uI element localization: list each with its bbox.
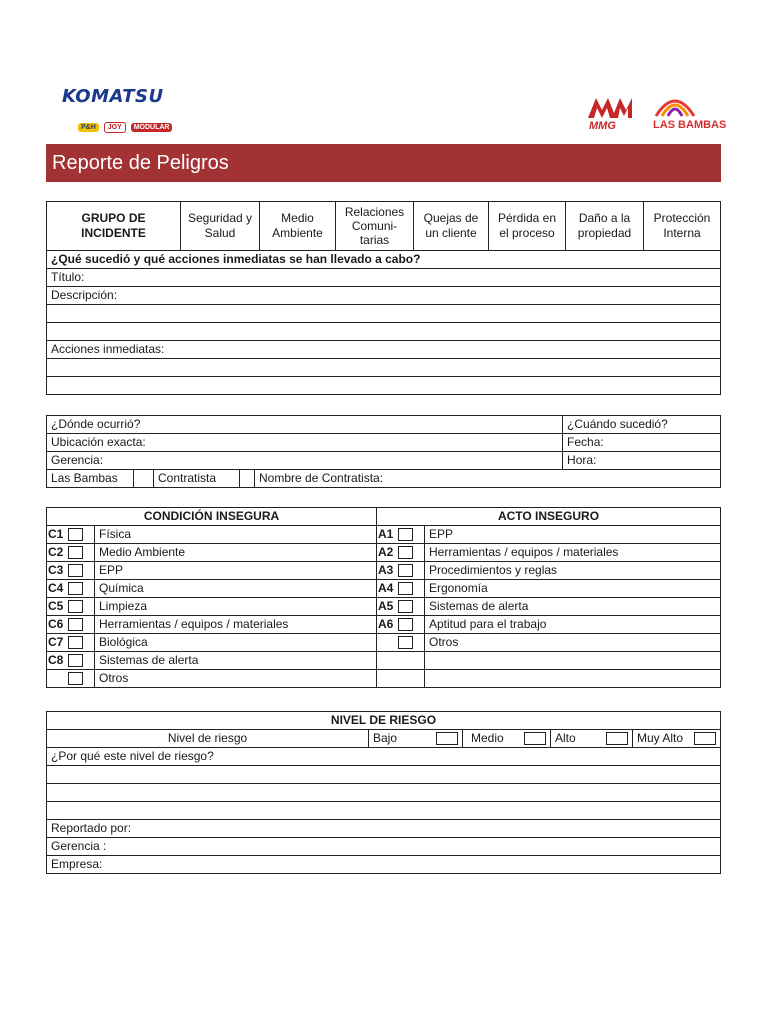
acciones-field[interactable]: Acciones inmediatas: [47, 341, 721, 359]
cond-code-cell [47, 670, 95, 688]
descripcion-line-2[interactable] [47, 305, 721, 323]
act-item: Herramientas / equipos / materiales [425, 544, 721, 562]
gerencia-reporte-field[interactable]: Gerencia : [47, 838, 721, 856]
cond-item: Medio Ambiente [95, 544, 377, 562]
por-que-field[interactable]: ¿Por qué este nivel de riesgo? [47, 748, 721, 766]
cond-code: C3 [48, 563, 64, 577]
descripcion-field[interactable]: Descripción: [47, 287, 721, 305]
act-code-cell [377, 670, 425, 688]
por-que-line-2[interactable] [47, 766, 721, 784]
ubicacion-field[interactable]: Ubicación exacta: [47, 434, 563, 452]
cond-item: Sistemas de alerta [95, 652, 377, 670]
las-bambas-arc-icon [652, 92, 698, 118]
risk-alto[interactable] [551, 730, 633, 748]
cond-code-cell [47, 526, 95, 544]
joy-logo: JOY [104, 122, 126, 133]
mmg-logo [586, 96, 634, 135]
risk-bajo-checkbox[interactable] [436, 732, 458, 745]
act-checkbox[interactable] [398, 564, 413, 577]
cond-item: Física [95, 526, 377, 544]
empresa-field[interactable]: Empresa: [47, 856, 721, 874]
mmg-logo-text: MMG [589, 120, 616, 130]
cond-checkbox[interactable] [68, 582, 83, 595]
cond-code-cell [47, 598, 95, 616]
act-code: A5 [378, 599, 394, 613]
act-item [425, 652, 721, 670]
condition-row [47, 544, 721, 562]
cond-code: C8 [48, 653, 64, 667]
cond-code-cell [47, 562, 95, 580]
contratista-label: Contratista [154, 470, 240, 488]
condition-row [47, 652, 721, 670]
category-seguridad[interactable]: Seguridad y Salud [181, 202, 260, 251]
act-item: Sistemas de alerta [425, 598, 721, 616]
cuando-sucedio-field[interactable]: ¿Cuándo sucedió? [563, 416, 721, 434]
act-code: A6 [378, 617, 394, 631]
act-code-cell [377, 580, 425, 598]
cond-checkbox[interactable] [68, 636, 83, 649]
category-perdida[interactable]: Pérdida en el proceso [489, 202, 566, 251]
risk-medio[interactable] [463, 730, 551, 748]
act-code-cell [377, 616, 425, 634]
risk-alto-checkbox[interactable] [606, 732, 628, 745]
condition-row [47, 670, 721, 688]
category-dano[interactable]: Daño a la propiedad [566, 202, 644, 251]
ph-logo: P&H [78, 123, 99, 132]
cond-item: Química [95, 580, 377, 598]
cond-code: C2 [48, 545, 64, 559]
act-item [425, 670, 721, 688]
cond-checkbox[interactable] [68, 528, 83, 541]
act-code-cell [377, 562, 425, 580]
category-relaciones[interactable]: Relaciones Comuni- tarias [336, 202, 414, 251]
act-checkbox[interactable] [398, 582, 413, 595]
category-proteccion[interactable]: Protección Interna [644, 202, 721, 251]
mmg-logo-mark-icon [586, 96, 634, 130]
condition-row [47, 634, 721, 652]
cond-code-cell [47, 544, 95, 562]
category-quejas[interactable]: Quejas de un cliente [414, 202, 489, 251]
descripcion-line-3[interactable] [47, 323, 721, 341]
act-item: Aptitud para el trabajo [425, 616, 721, 634]
act-code-cell [377, 598, 425, 616]
act-checkbox[interactable] [398, 546, 413, 559]
cond-checkbox[interactable] [68, 672, 83, 685]
act-checkbox[interactable] [398, 618, 413, 631]
por-que-line-3[interactable] [47, 784, 721, 802]
cond-item: Limpieza [95, 598, 377, 616]
cond-checkbox[interactable] [68, 564, 83, 577]
fecha-field[interactable]: Fecha: [563, 434, 721, 452]
cond-code: C7 [48, 635, 64, 649]
risk-bajo-label: Bajo [373, 731, 398, 745]
condition-row [47, 580, 721, 598]
page-title: Reporte de Peligros [46, 144, 721, 182]
act-checkbox[interactable] [398, 600, 413, 613]
cond-checkbox[interactable] [68, 546, 83, 559]
conditions-table [46, 507, 721, 688]
risk-muy-alto[interactable] [633, 730, 721, 748]
donde-ocurrio-field[interactable]: ¿Dónde ocurrió? [47, 416, 563, 434]
incident-table [46, 201, 721, 395]
condition-row [47, 526, 721, 544]
act-checkbox[interactable] [398, 636, 413, 649]
cond-item: Herramientas / equipos / materiales [95, 616, 377, 634]
act-code-cell [377, 526, 425, 544]
cond-item: EPP [95, 562, 377, 580]
las-bambas-text: LAS BAMBAS [653, 119, 727, 131]
act-item: Procedimientos y reglas [425, 562, 721, 580]
cond-code: C4 [48, 581, 64, 595]
nivel-riesgo-header: NIVEL DE RIESGO [47, 712, 721, 730]
risk-medio-checkbox[interactable] [524, 732, 546, 745]
cond-code-cell [47, 652, 95, 670]
contratista-checkbox[interactable] [240, 470, 255, 488]
nivel-riesgo-label: Nivel de riesgo [47, 730, 369, 748]
act-checkbox[interactable] [398, 528, 413, 541]
titulo-field[interactable]: Título: [47, 269, 721, 287]
cond-code-cell [47, 580, 95, 598]
cond-code: C1 [48, 527, 64, 541]
act-item: EPP [425, 526, 721, 544]
reportado-por-field[interactable]: Reportado por: [47, 820, 721, 838]
acto-inseguro-header: ACTO INSEGURO [377, 508, 721, 526]
risk-muy-alto-label: Muy Alto [637, 731, 684, 745]
act-code-cell [377, 634, 425, 652]
condicion-insegura-header: CONDICIÓN INSEGURA [47, 508, 377, 526]
las-bambas-checkbox[interactable] [134, 470, 154, 488]
act-code: A3 [378, 563, 394, 577]
por-que-line-4[interactable] [47, 802, 721, 820]
hora-field[interactable]: Hora: [563, 452, 721, 470]
cond-item: Biológica [95, 634, 377, 652]
cond-code: C5 [48, 599, 64, 613]
condition-row [47, 598, 721, 616]
category-medio-ambiente[interactable]: Medio Ambiente [260, 202, 336, 251]
acciones-line-3[interactable] [47, 377, 721, 395]
risk-bajo[interactable] [369, 730, 463, 748]
gerencia-field[interactable]: Gerencia: [47, 452, 563, 470]
act-code: A1 [378, 527, 394, 541]
nombre-contratista-field[interactable]: Nombre de Contratista: [255, 470, 721, 488]
location-table [46, 415, 721, 488]
cond-code-cell [47, 616, 95, 634]
cond-code: C6 [48, 617, 64, 631]
act-code: A2 [378, 545, 394, 559]
risk-alto-label: Alto [555, 731, 576, 745]
sub-brand-logos [78, 122, 175, 133]
risk-muy-alto-checkbox[interactable] [694, 732, 716, 745]
risk-medio-label: Medio [471, 731, 504, 745]
cond-checkbox[interactable] [68, 618, 83, 631]
risk-table [46, 711, 721, 874]
las-bambas-label: Las Bambas [47, 470, 134, 488]
condition-row [47, 562, 721, 580]
act-item: Ergonomía [425, 580, 721, 598]
act-code-cell [377, 544, 425, 562]
incident-group-label: GRUPO DE INCIDENTE [47, 202, 181, 251]
cond-code-cell [47, 634, 95, 652]
act-code: A4 [378, 581, 394, 595]
condition-row [47, 616, 721, 634]
modular-logo: MODULAR [131, 123, 173, 132]
acciones-line-2[interactable] [47, 359, 721, 377]
cond-checkbox[interactable] [68, 654, 83, 667]
act-code-cell [377, 652, 425, 670]
incident-question: ¿Qué sucedió y qué acciones inmediatas se han llevado a cabo? [47, 251, 721, 269]
act-item: Otros [425, 634, 721, 652]
komatsu-logo: KOMATSU [62, 86, 164, 107]
cond-checkbox[interactable] [68, 600, 83, 613]
cond-item: Otros [95, 670, 377, 688]
